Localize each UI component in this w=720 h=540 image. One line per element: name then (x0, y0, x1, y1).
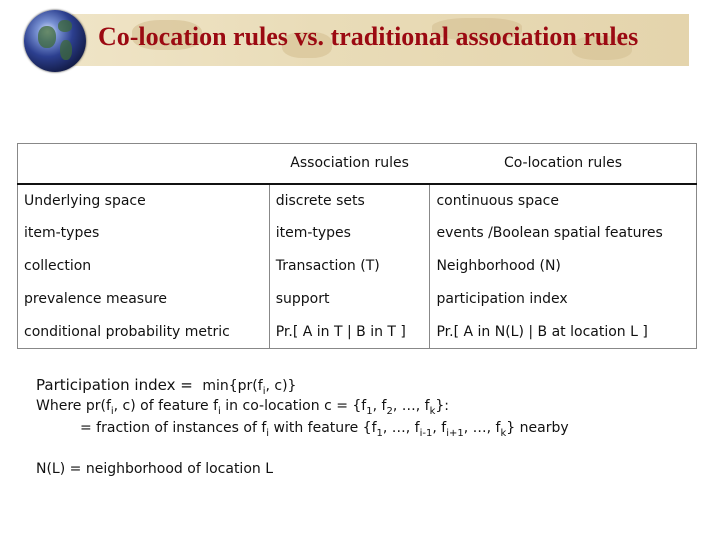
frac-sub-im1: i-1 (419, 427, 433, 439)
frac-c: , …, f (382, 420, 420, 436)
where-sub-2: 2 (386, 405, 393, 417)
where-d: in co-location c = {f (220, 398, 367, 414)
where-sub-i: i (110, 405, 114, 417)
pi-close: , c)} (265, 378, 297, 394)
cell-co-location: participation index (430, 283, 697, 316)
pi-sub-i: i (262, 385, 266, 397)
frac-a: = fraction of instances of f (80, 420, 267, 436)
fraction-definition (80, 418, 569, 444)
frac-sub-i: i (266, 427, 270, 439)
pi-formula (202, 378, 297, 397)
globe-icon (24, 10, 86, 72)
neighborhood-definition: N(L) = neighborhood of location L (36, 461, 274, 477)
frac-sub-ip1: i+1 (446, 427, 464, 439)
frac-d: , f (432, 420, 447, 436)
pi-equals: = (180, 376, 193, 394)
header-co-location-rules: Co-location rules (430, 144, 697, 184)
pi-label: Participation index (36, 376, 176, 394)
cell-association: item-types (269, 217, 430, 250)
cell-association: discrete sets (269, 184, 430, 217)
table-row (18, 283, 697, 316)
frac-sub-1: 1 (376, 427, 383, 439)
where-sub-1: 1 (366, 405, 373, 417)
table-row (18, 316, 697, 349)
cell-association: support (269, 283, 430, 316)
where-e: , f (372, 398, 387, 414)
cell-association: Pr.[ A in T | B in T ] (269, 316, 430, 349)
pi-min: min{pr(f (202, 378, 263, 394)
cell-co-location: events /Boolean spatial features (430, 217, 697, 250)
where-a: Where pr(f (36, 398, 111, 414)
cell-co-location: continuous space (430, 184, 697, 217)
row-label: Underlying space (18, 184, 270, 217)
row-label: collection (18, 250, 270, 283)
header-association-rules: Association rules (269, 144, 430, 184)
where-sub-k: k (429, 405, 436, 417)
table-row (18, 217, 697, 250)
frac-sub-k: k (500, 427, 507, 439)
where-sub-c: i (218, 405, 221, 417)
table-row (18, 184, 697, 217)
where-b: , c) of feature f (113, 398, 219, 414)
cell-co-location: Pr.[ A in N(L) | B at location L ] (430, 316, 697, 349)
header-cell-empty (18, 144, 270, 184)
cell-association: Transaction (T) (269, 250, 430, 283)
frac-e: , …, f (463, 420, 501, 436)
row-label: conditional probability metric (18, 316, 270, 349)
row-label: prevalence measure (18, 283, 270, 316)
table-row (18, 250, 697, 283)
cell-co-location: Neighborhood (N) (430, 250, 697, 283)
where-f: , …, f (392, 398, 430, 414)
table-header-row (18, 144, 697, 184)
slide-title: Co-location rules vs. traditional association rules (98, 22, 639, 51)
frac-f: } nearby (506, 420, 569, 436)
where-g: }: (435, 398, 449, 414)
frac-b: with feature {f (269, 420, 377, 436)
row-label: item-types (18, 217, 270, 250)
comparison-table (17, 143, 697, 349)
